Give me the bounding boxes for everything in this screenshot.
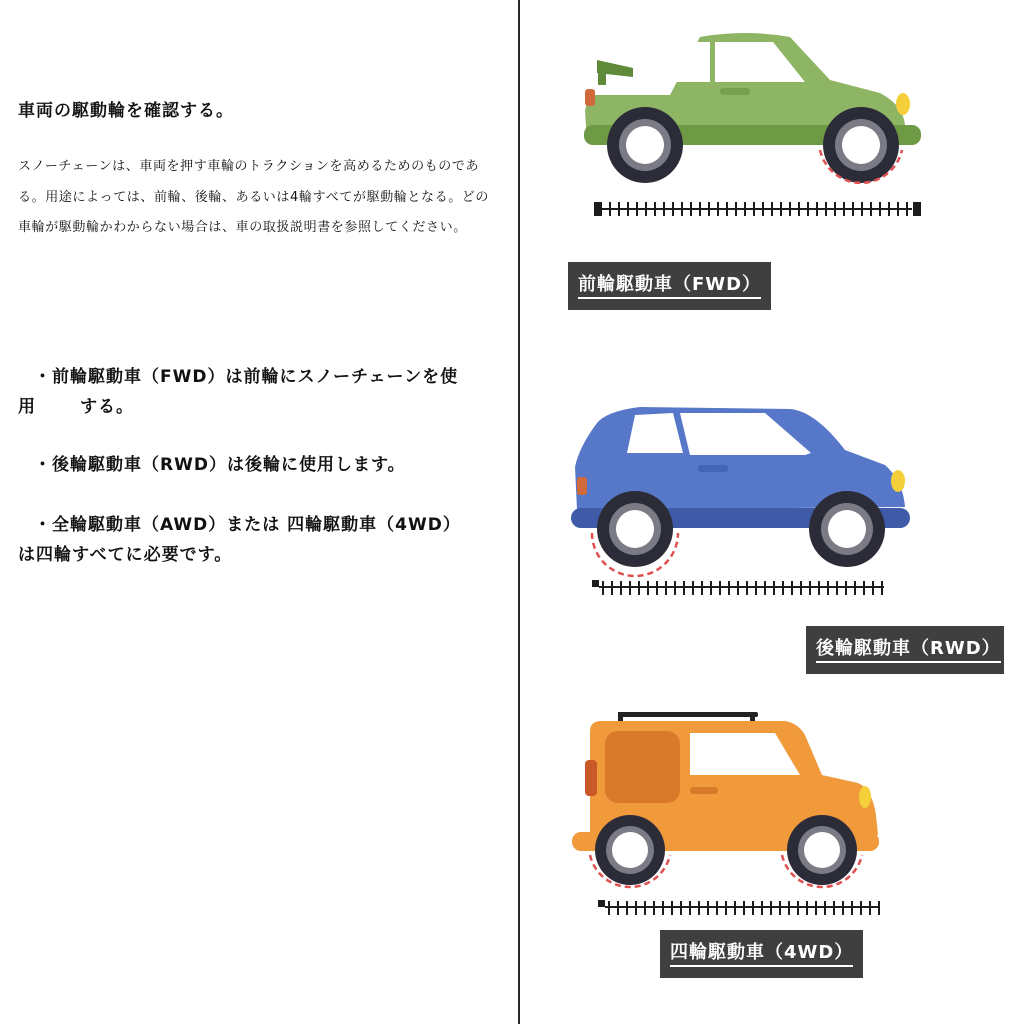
fwd-car-illustration <box>575 25 935 225</box>
awd-label-text: 四輪駆動車（4WD） <box>670 942 853 967</box>
fwd-tire-chain <box>594 202 921 216</box>
bullet-fwd-line1: ・前輪駆動車（FWD）は前輪にスノーチェーンを使 <box>34 367 459 387</box>
awd-tire-chain <box>598 900 880 915</box>
rwd-label-text: 後輪駆動車（RWD） <box>816 638 1001 663</box>
bullet-fwd-line2a: 用 <box>18 397 36 417</box>
rwd-label <box>806 626 1004 674</box>
fwd-rear-wheel <box>607 107 683 183</box>
bullet-fwd <box>18 362 508 422</box>
column-divider <box>518 0 520 1024</box>
fwd-label <box>568 262 771 310</box>
rwd-front-wheel <box>809 491 885 567</box>
intro-paragraph: スノーチェーンは、車両を押す車輪のトラクションを高めるためのものである。用途によっては、前輪、後輪、あるいは4輪すべてが駆動輪となる。どの車輪が駆動輪かわからない場合は、車の取扱説明書を参照してください。 <box>18 159 490 235</box>
awd-car-illustration <box>560 705 900 920</box>
page-heading: 車両の駆動輪を確認する。 <box>18 101 234 121</box>
bullet-rwd-text: ・後輪駆動車（RWD）は後輪に使用します。 <box>34 455 406 475</box>
awd-label <box>660 930 863 978</box>
bullet-fwd-line2b: する。 <box>80 397 134 417</box>
bullet-awd-line1: ・全輪駆動車（AWD）または 四輪駆動車（4WD） <box>34 515 461 535</box>
rwd-tire-chain <box>592 580 884 595</box>
bullet-awd <box>18 510 508 570</box>
bullet-rwd <box>18 450 508 480</box>
rwd-car-illustration <box>565 395 925 600</box>
bullet-awd-line2: は四輪すべてに必要です。 <box>18 545 233 565</box>
fwd-label-text: 前輪駆動車（FWD） <box>578 274 761 299</box>
